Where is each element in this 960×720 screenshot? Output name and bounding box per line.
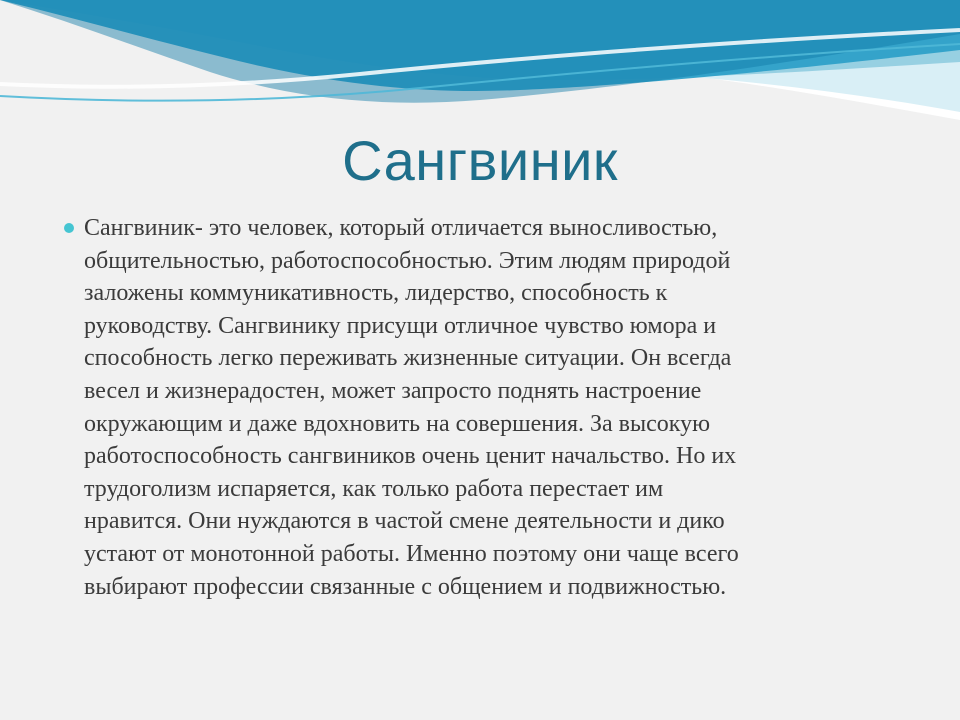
bullet-dot-icon: [64, 223, 74, 233]
wave-header-graphic: [0, 0, 960, 120]
bullet-block: [84, 212, 894, 603]
bullet-text: Сангвиник- это человек, который отличается выносливостью, общительностью, работоспособностью. Этим людям природой заложены коммуникативность, лидерство, способность к руководству. Сангвинику присущи отличное чувство юмора и способность легко переживать жизненные ситуации. Он всегда весел и жизнерадостен, может запросто поднять настроение окружающим и даже вдохновить на совершения. За высокую работоспособность сангвиников очень ценит начальство. Но их трудоголизм испаряется, как только работа перестает им нравится. Они нуждаются в частой смене деятельности и дико устают от монотонной работы. Именно поэтому они чаще всего выбирают профессии связанные с общением и подвижностью.: [84, 215, 739, 600]
slide-title: Сангвиник: [342, 129, 618, 192]
